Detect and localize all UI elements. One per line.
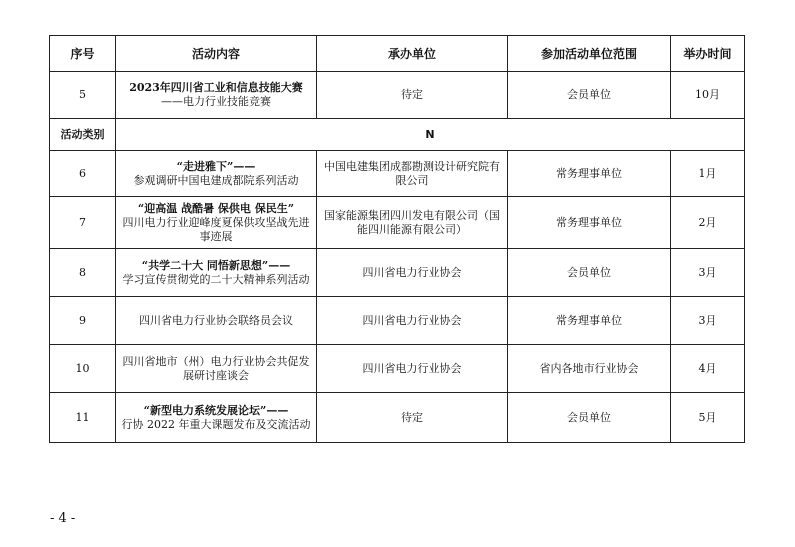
row-content xyxy=(116,249,317,297)
table-row xyxy=(50,197,745,249)
row-content-sub: 学习宣传贯彻党的二十大精神系列活动 xyxy=(122,272,310,286)
table-header-row xyxy=(50,36,745,72)
row-scope: 常务理事单位 xyxy=(508,297,671,345)
row-content xyxy=(116,345,317,393)
page-number: - 4 - xyxy=(50,511,76,526)
row-scope: 省内各地市行业协会 xyxy=(508,345,671,393)
row-content-title: “新型电力系统发展论坛”—— xyxy=(143,403,289,417)
row-organizer: 四川省电力行业协会 xyxy=(317,297,508,345)
row-time: 3月 xyxy=(671,249,745,297)
row-scope: 会员单位 xyxy=(508,249,671,297)
row-content-sub: ——电力行业技能竞赛 xyxy=(161,95,271,108)
row-time: 4月 xyxy=(671,345,745,393)
row-content xyxy=(116,197,317,249)
header-time: 举办时间 xyxy=(671,36,745,72)
row-scope: 会员单位 xyxy=(508,72,671,119)
row-time: 2月 xyxy=(671,197,745,249)
activity-table xyxy=(49,35,745,443)
row-no: 8 xyxy=(50,249,116,297)
table-row xyxy=(50,297,745,345)
row-no: 9 xyxy=(50,297,116,345)
row-content-sub: 行协 2022 年重大课题发布及交流活动 xyxy=(121,417,311,431)
row-content-sub: 参观调研中国电建成都院系列活动 xyxy=(133,173,299,187)
row-content-sub: 四川省地市（州）电力行业协会共促发展研讨座谈会 xyxy=(122,354,310,382)
table-row xyxy=(50,393,745,443)
row-content xyxy=(116,151,317,197)
row-organizer: 国家能源集团四川发电有限公司（国能四川能源有限公司） xyxy=(317,197,508,249)
row-no: 10 xyxy=(50,345,116,393)
row-organizer: 四川省电力行业协会 xyxy=(317,249,508,297)
row-content-title: “共学二十大 同悟新思想”—— xyxy=(141,258,291,272)
row-time: 10月 xyxy=(671,72,745,119)
row-time: 3月 xyxy=(671,297,745,345)
row-time: 5月 xyxy=(671,393,745,443)
row-scope: 常务理事单位 xyxy=(508,197,671,249)
row-organizer: 中国电建集团成都勘测设计研究院有限公司 xyxy=(317,151,508,197)
row-content-title: 2023年四川省工业和信息技能大赛 xyxy=(129,81,303,94)
row-organizer: 待定 xyxy=(317,393,508,443)
header-organizer: 承办单位 xyxy=(317,36,508,72)
row-no: 7 xyxy=(50,197,116,249)
row-scope: 常务理事单位 xyxy=(508,151,671,197)
row-no: 6 xyxy=(50,151,116,197)
row-no: 11 xyxy=(50,393,116,443)
row-content xyxy=(116,393,317,443)
header-content: 活动内容 xyxy=(116,36,317,72)
row-content xyxy=(116,72,317,119)
row-organizer: 待定 xyxy=(317,72,508,119)
row-scope: 会员单位 xyxy=(508,393,671,443)
header-scope: 参加活动单位范围 xyxy=(508,36,671,72)
row-content-title: “迎高温 战酷暑 保供电 保民生” xyxy=(137,201,295,215)
table-row xyxy=(50,345,745,393)
table-row xyxy=(50,151,745,197)
row-time: 1月 xyxy=(671,151,745,197)
row-content-sub: 四川电力行业迎峰度夏保供攻坚战先进事迹展 xyxy=(122,215,310,243)
table-row xyxy=(50,249,745,297)
row-organizer: 四川省电力行业协会 xyxy=(317,345,508,393)
category-value: N xyxy=(116,119,745,151)
row-no: 5 xyxy=(50,72,116,119)
category-row xyxy=(50,119,745,151)
table-row xyxy=(50,72,745,119)
category-label: 活动类别 xyxy=(50,119,116,151)
row-content-title: “走进雅下”—— xyxy=(176,159,256,173)
row-content xyxy=(116,297,317,345)
row-content-sub: 四川省电力行业协会联络员会议 xyxy=(139,313,293,327)
header-no: 序号 xyxy=(50,36,116,72)
